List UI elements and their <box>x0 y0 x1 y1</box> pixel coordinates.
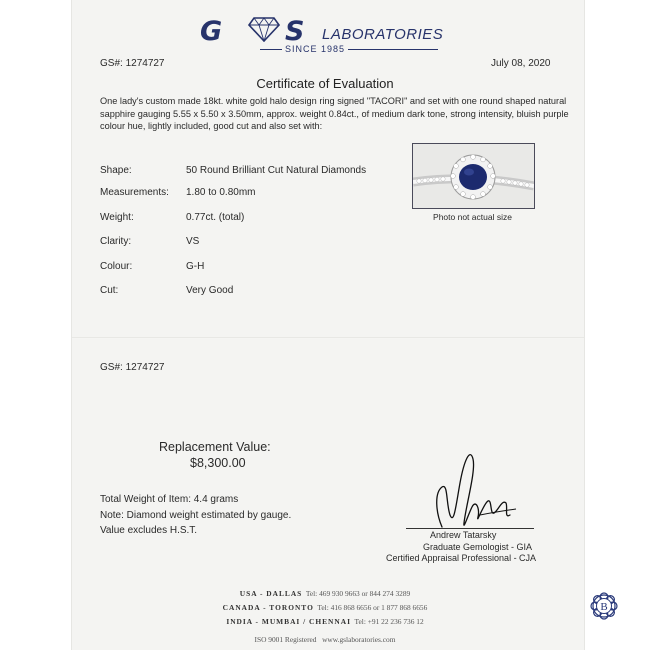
detail-label-cut: Cut: <box>100 285 119 296</box>
footer-india-tel: Tel: +91 22 236 736 12 <box>354 617 424 626</box>
logo-since: SINCE 1985 <box>285 44 346 54</box>
replacement-value-label: Replacement Value: <box>159 440 271 454</box>
footer-india <box>0 617 650 626</box>
total-weight: Total Weight of Item: 4.4 grams <box>100 494 239 505</box>
detail-value-clarity: VS <box>186 236 200 247</box>
footer-usa-tel: Tel: 469 930 9663 or 844 274 3289 <box>305 589 411 598</box>
signature-line <box>406 528 534 529</box>
diamond-icon <box>248 16 280 42</box>
detail-value-colour: G-H <box>186 261 205 272</box>
footer-iso <box>0 635 650 644</box>
b-badge-icon <box>589 591 619 621</box>
footer-canada-tel: Tel: 416 868 6656 or 1 877 868 6656 <box>317 603 428 612</box>
signatory-name: Andrew Tatarsky <box>430 530 497 540</box>
gs-number: GS#: 1274727 <box>100 58 165 69</box>
detail-value-shape: 50 Round Brilliant Cut Natural Diamonds <box>186 165 367 176</box>
detail-value-weight: 0.77ct. (total) <box>186 212 245 223</box>
replacement-value: $8,300.00 <box>190 456 246 470</box>
ring-image <box>413 144 534 208</box>
signatory-title-cja: Certified Appraisal Professional - CJA <box>386 553 537 563</box>
gs-number-lower: GS#: 1274727 <box>100 362 165 373</box>
gs-laboratories-logo <box>200 14 450 58</box>
diamond-weight-note: Note: Diamond weight estimated by gauge. <box>100 510 292 521</box>
detail-label-clarity: Clarity: <box>100 236 132 247</box>
badge-letter: B <box>600 601 608 613</box>
detail-label-shape: Shape: <box>100 165 132 176</box>
tax-note: Value excludes H.S.T. <box>100 525 198 536</box>
logo-laboratories: LABORATORIES <box>322 26 444 43</box>
footer-usa-city: USA - DALLAS <box>239 589 303 598</box>
logo-s-letter: S <box>285 16 306 47</box>
footer-website: www.gslaboratories.com <box>322 635 396 644</box>
detail-label-measurements: Measurements: <box>100 187 169 198</box>
footer-usa <box>0 589 650 598</box>
signature <box>420 445 530 535</box>
detail-label-colour: Colour: <box>100 261 133 272</box>
photo-caption: Photo not actual size <box>433 212 512 222</box>
signatory-title-gia: Graduate Gemologist - GIA <box>423 542 533 552</box>
detail-label-weight: Weight: <box>100 212 134 223</box>
certificate-date: July 08, 2020 <box>491 58 551 69</box>
footer-canada-city: CANADA - TORONTO <box>222 603 314 612</box>
detail-value-measurements: 1.80 to 0.80mm <box>186 187 256 198</box>
logo-rule-right <box>348 49 438 50</box>
item-description: One lady's custom made 18kt. white gold halo design ring signed "TACORI" and set with one round shaped natural sapphire gauging 5.55 x 5.50 x 3.50mm, approx. weight 0.84ct., of medium dark tone, strong intensity, bluish purple colour hue, lightly included, good cut and also set with: <box>100 96 569 131</box>
logo-rule-left <box>260 49 282 50</box>
footer-india-city: INDIA - MUMBAI / CHENNAI <box>226 617 351 626</box>
paper-fold <box>72 337 584 339</box>
footer-iso-text: ISO 9001 Registered <box>254 635 317 644</box>
certificate-title: Certificate of Evaluation <box>256 76 394 91</box>
logo-gs-letters: G <box>200 16 224 47</box>
footer-canada <box>0 603 650 612</box>
detail-value-cut: Very Good <box>186 285 234 296</box>
ring-photo <box>412 143 535 209</box>
